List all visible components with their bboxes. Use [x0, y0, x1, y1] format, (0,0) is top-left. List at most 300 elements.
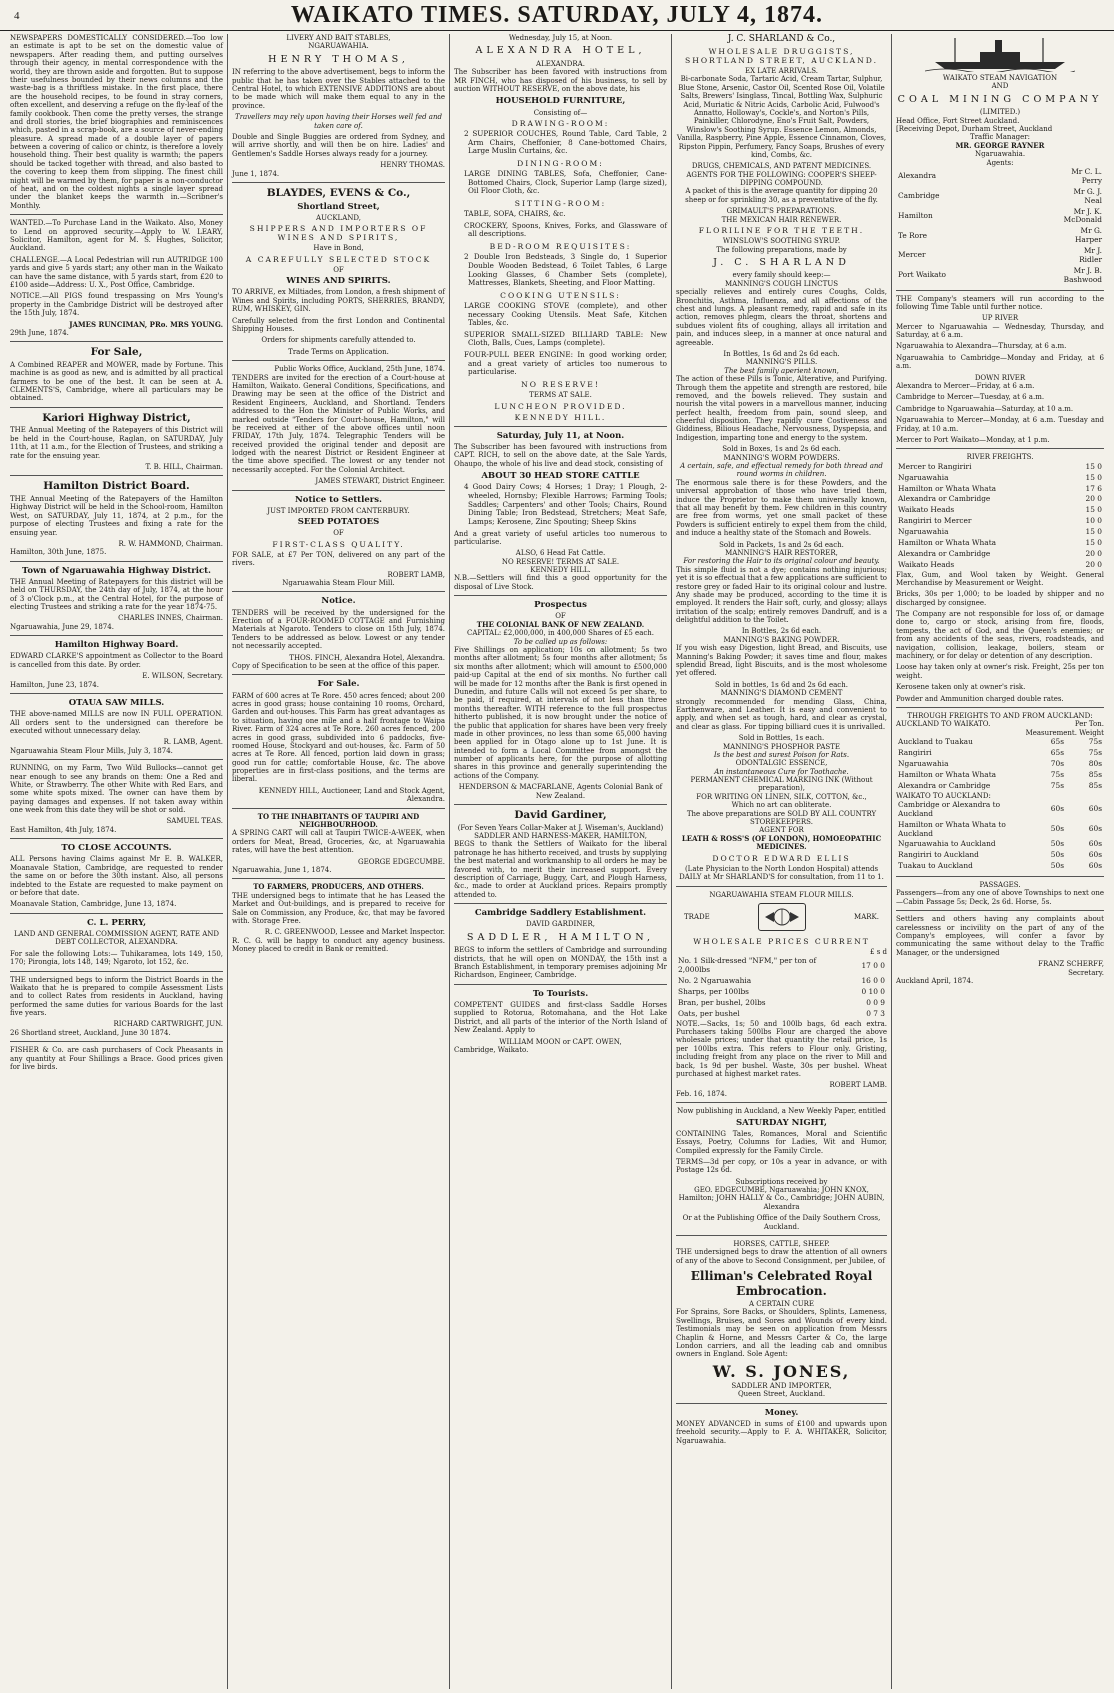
price-row	[676, 956, 887, 976]
through-per-ton: Per Ton.	[1074, 720, 1104, 729]
fisher-ad: FISHER & Co. are cash purchasers of Cock Pheasants in any quantity at Four Shillings a Brace. Good prices given for live birds.	[10, 1046, 223, 1072]
sharland-spaced: J. C. SHARLAND	[713, 256, 850, 268]
odontalgic-sub: An instantaneous Cure for Toothache.	[714, 767, 849, 776]
blaydes-city: AUCKLAND,	[316, 213, 361, 222]
ngaruawahia-district-body: THE Annual Meeting of Ratepayers for this district will be held on THURSDAY, the 24th day of July, 1874, at the hour of 3 o'Clock p.m., at the Central Hotel, for the purpose of electing Trustees and striking a rate for the year 1874-75.	[10, 577, 223, 612]
through-row-route: Alexandra or Cambridge	[898, 780, 991, 790]
price-row-item: No. 2 Ngaruawahia	[678, 976, 752, 986]
trade-mark-row	[676, 899, 887, 935]
hamilton-board-body: THE Annual Meeting of the Ratepayers of the Hamilton Highway District will be held in the School-room, Hamilton West, on SATURDAY, July 11, 1874, at 2 p.m., for the purpose of electing Trustees and fixing a rate for the ensuing year.	[10, 494, 223, 537]
nb-settlers: N.B.—Settlers will find this a good opportunity for the disposal of Live Stock.	[454, 574, 667, 591]
through-row-m: 75s	[1050, 780, 1064, 790]
prospectus-sign: HENDERSON & MACFARLANE, Agents Colonial Bank of New Zealand.	[458, 783, 663, 800]
freight-row-val: 15 0	[1085, 527, 1102, 537]
kariori-sign: T. B. HILL, Chairman.	[145, 462, 223, 471]
hair-body: This simple fluid is not a dye; contains nothing injurious; yet it is so effectual that a few applications are sufficient to restore grey or faded Hair to its original colour and lustre. Any shade may be produced, according to the time it is employed. It renders the Hair soft, curly, and glossy; allays irritation of the scalp; entirely removes Dandruff, and is a delightful addition to the Toilet.	[676, 565, 887, 625]
passages-heading: PASSAGES.	[979, 881, 1021, 890]
freight-row-val: 15 0	[1085, 537, 1102, 547]
cough-linctus: MANNING'S COUGH LINCTUS	[724, 279, 839, 288]
price-row-price: 16 0 0	[861, 976, 885, 986]
agent-row-name: Mr G. Harper	[1074, 226, 1102, 245]
cartwright-body: THE undersigned begs to inform the District Boards in the Waikato that he is prepared to compile Assessment Lists and to collect Rates from residents in Auckland, having performed the same duties for various Boards for the last five years.	[10, 975, 223, 1018]
prices-date: Feb. 16, 1874.	[676, 1089, 727, 1098]
blaydes-shippers: SHIPPERS AND IMPORTERS OF WINES AND SPIRITS,	[249, 224, 428, 243]
agent-row	[896, 207, 1104, 227]
through-row	[896, 839, 1104, 850]
agent-row-name: Mr J. Ridler	[1079, 246, 1102, 264]
liability-note: The Company are not responsible for loss of, or damage done to, cargo or stock, arising from fire, floods, tempests, the act of God, and the Queen's enemies; or from any accidents of the seas, rivers, roadsteads, and navigation, collision, leakage, boilers, steam or machinery, or for delay or detention of any description.	[896, 610, 1104, 661]
cough-price: In Bottles, 1s 6d and 2s 6d each.	[723, 349, 840, 358]
kariori-body: THE Annual Meeting of the Ratepayers of this District will be held in the Court-house, Raglan, on SATURDAY, July 11th, at 11 a.m., for the Election of Trustees, and striking a rate for the ensuing year.	[10, 426, 223, 460]
jones-trade: SADDLER AND IMPORTER,	[731, 1381, 832, 1390]
cooking-items: LARGE COOKING STOVE (complete), and other necessary Cooking Utensils. Meat Safe, Kitchen Tables, &c.	[464, 300, 667, 328]
cement-body: strongly recommended for mending Glass, China, Earthenware, and Leather. It is easy and convenient to apply, and when set as tough, hard, and clear as crystal, and clear as glass. For tipping billiard cues it is unrivalled.	[676, 697, 887, 731]
prices-columns: £ s d	[870, 948, 887, 956]
store-cattle: ABOUT 30 HEAD STORE CATTLE	[481, 471, 640, 482]
cattle-items: 4 Good Dairy Cows; 4 Horses; 1 Dray; 1 Plough, 2-wheeled, Hornsby; Flexible Harrows; Farming Tools; Saddles; Carpenters' and other Tools; Chairs, Round Dining Table; Iron Bedstead, Stretchers; Meat Safe, Lamps; Kerosene, Zinc Spouting; Sheep Skins	[464, 482, 667, 526]
close-accounts-date: Moanavale Station, Cambridge, June 13, 1874.	[10, 900, 177, 909]
prospectus-called: To be called up as follows:	[513, 637, 608, 646]
prospectus-bank: THE COLONIAL BANK OF NEW ZEALAND.	[476, 619, 645, 629]
winslow: WINSLOW'S SOOTHING SYRUP.	[722, 237, 841, 246]
through-row-w: 60s	[1088, 850, 1102, 860]
tourists-heading: To Tourists.	[532, 988, 589, 999]
prices-note: NOTE.—Sacks, 1s; 50 and 100lb bags, 6d each extra. Purchasers taking 500lbs Flour are charged the above wholesale prices; under that quantity the retail price, 1s per 100lbs extra. This refers to Flour only. Gristing, including freight from any place on the river to Mill and back, 1s 9d per bushel. Waste, 30s per bushel. Wheat purchased at highest market rates.	[676, 1019, 887, 1078]
column-4	[672, 34, 892, 1689]
through-row	[896, 759, 1104, 770]
hotel-furniture: HOUSEHOLD FURNITURE,	[495, 96, 626, 107]
drugs-heading: DRUGS, CHEMICALS, AND PATENT MEDICINES.	[691, 162, 872, 171]
prices-sign: ROBERT LAMB.	[829, 1081, 887, 1090]
agents-table	[896, 167, 1104, 286]
blaydes-wines: WINES AND SPIRITS.	[286, 276, 391, 287]
ink-sub: Which no art can obliterate.	[731, 801, 832, 810]
beer-engine-items: FOUR-PULL BEER ENGINE: In good working order, and a great variety of articles too numerous to particularise.	[464, 350, 667, 377]
traffic-manager-name: MR. GEORGE RAYNER	[955, 140, 1045, 150]
freight-row-route: Alexandra or Cambridge	[898, 548, 991, 558]
ellimans-body: For Sprains, Sore Backs, or Shoulders, Splints, Lameness, Swellings, Bruises, and Sores and Wounds of every kind. Testimonials may be seen on application from Messrs Chaplin & Horne, and Messrs Carter & Co, the large London carriers, and all the leading cab and omnibus owners in England. Sole Agent:	[676, 1308, 887, 1359]
perry-name: C. L. PERRY,	[86, 917, 147, 928]
agents-title: Agents:	[986, 158, 1014, 167]
close-accounts-heading: TO CLOSE ACCOUNTS.	[61, 843, 172, 854]
prices-table	[676, 956, 887, 1019]
settlers-import: JUST IMPORTED FROM CANTERBURY.	[267, 506, 410, 515]
agent-row	[896, 266, 1104, 286]
saturday-night-title: SATURDAY NIGHT,	[735, 1117, 828, 1128]
freight-row	[896, 494, 1104, 505]
otaua-date: Ngaruawahia Steam Flour Mills, July 3, 1874.	[10, 746, 173, 755]
phosphor-heading: MANNING'S PHOSPHOR PASTE	[723, 742, 840, 751]
now-publishing: Now publishing in Auckland, a New Weekly Paper, entitled	[677, 1107, 886, 1116]
through-row	[896, 781, 1104, 792]
baking-heading: MANNING'S BAKING POWDER.	[723, 635, 840, 644]
blaydes-arrive: TO ARRIVE, ex Miltiades, from London, a fresh shipment of Wines and Spirits, including PORTS, SHERRIES, BRANDY, RUM, WHISKEY, GIN.	[232, 288, 445, 314]
floriline: FLORILINE FOR THE TEETH.	[698, 226, 865, 236]
passages-body: Passengers—from any one of above Townships to next one—Cabin Passage 5s; Deck, 2s 6d. Horse, 5s.	[896, 889, 1104, 906]
up-river-heading: UP RIVER	[981, 314, 1019, 323]
notice-pigs-ad: NOTICE.—All PIGS found trespassing on Mrs Young's property in the Cambridge District will be destroyed after the 15th July, 1874.	[10, 292, 223, 318]
tourists-sign: WILLIAM MOON or CAPT. OWEN,	[499, 1037, 622, 1046]
river-freights-heading: RIVER FREIGHTS.	[966, 453, 1034, 462]
worm-price: Sold in Packets, 1s and 2s 6d each.	[719, 540, 844, 549]
agent-row-place: Cambridge	[898, 191, 940, 201]
coal-mining-heading: COAL MINING COMPANY	[897, 93, 1103, 105]
perry-body: LAND AND GENERAL COMMISSION AGENT, RATE AND DEBT COLLECTOR, ALEXANDRA.	[13, 929, 220, 947]
price-row-item: Oats, per bushel	[678, 1008, 740, 1018]
doctor-ellis: DOCTOR EDWARD ELLIS	[712, 853, 851, 863]
through-row-m: 50s	[1050, 850, 1064, 860]
price-row-price: 0 0 9	[866, 997, 885, 1007]
blaydes-heading: BLAYDES, EVENS & Co.,	[266, 186, 411, 199]
blaydes-orders: Orders for shipments carefully attended to.	[261, 336, 416, 345]
highway-board-heading: Hamilton Highway Board.	[54, 640, 179, 651]
arrivals-body: Bi-carbonate Soda, Tartaric Acid, Cream Tartar, Sulphur, Blue Stone, Arsenic, Castor Oil, Scented Rose Oil, Volatile Salts, Brewers' Isinglass, Tincal, Bottling Wax, Sulphuric Acid, Muriatic & Nitric Acids, Carbolic Acid, Fulwood's Annatto, Holloway's, Cockle's, and Norton's Pills, Painkiller, Chlorodyne, Eno's Fruit Salt, Powders, Winslow's Soothing Syrup. Essence Lemon, Almonds, Vanilla, Raspberry, Pine Apple, Essence Cinnamon, Cloves, Ripston Pippin, Perfumery, Fancy Soaps, Brushes of every kind, Combs, &c.	[676, 75, 887, 159]
thomas-italic: Travellers may rely upon having their Horses well fed and taken care of.	[235, 113, 442, 130]
through-row	[896, 820, 1104, 840]
pills-heading: MANNING'S PILLS.	[745, 358, 818, 367]
otaua-sign: R. LAMB, Agent.	[163, 738, 223, 747]
steamer-illustration-icon	[925, 36, 1075, 72]
trade-label: TRADE	[684, 912, 710, 921]
freight-row-route: Hamilton or Whata Whata	[898, 537, 997, 547]
kariori-heading: Kariori Highway District,	[42, 411, 191, 424]
taupiri-sign: GEORGE EDGECUMBE.	[358, 857, 445, 866]
tourists-place: Cambridge, Waikato.	[454, 1045, 529, 1054]
leath-ross: LEATH & ROSS'S (OF LONDON), HOMOEOPATHIC MEDICINES.	[681, 833, 882, 852]
baking-price: Sold in bottles, 1s 6d and 2s 6d each.	[715, 680, 848, 689]
terms-at-sale: TERMS AT SALE.	[529, 391, 592, 400]
page-number: 4	[14, 10, 21, 22]
through-row-route: Rangiriri to Auckland	[898, 850, 979, 860]
freight-row-route: Hamilton or Whata Whata	[898, 483, 997, 493]
notice-pigs-date: 29th June, 1874.	[10, 328, 69, 337]
through-row-route: Rangiriri	[898, 748, 932, 758]
and-label: AND	[991, 82, 1009, 91]
price-row	[676, 998, 887, 1009]
subscriptions-heading: Subscriptions received by	[735, 1177, 828, 1186]
pills-price: Sold in Boxes, 1s and 2s 6d each.	[722, 445, 841, 454]
agent-row-name: Mr J. B. Bashwood	[1063, 265, 1103, 284]
freight-row	[896, 538, 1104, 549]
price-row	[676, 987, 887, 998]
freight-row	[896, 516, 1104, 527]
sold-by: The above preparations are SOLD BY ALL COUNTRY STOREKEEPERS.	[686, 809, 877, 827]
luncheon-provided: LUNCHEON PROVIDED.	[494, 401, 627, 411]
blaydes-stock: A CAREFULLY SELECTED STOCK	[245, 254, 432, 264]
for-sale-body: A Combined REAPER and MOWER, made by Fortune. This machine is as good as new, and is admitted by all practical farmers to be one of the best. It can be seen at A. CLEMENTS'S, Cambridge, where all particulars may be obtained.	[10, 360, 223, 403]
highway-board-date: Hamilton, June 23, 1874.	[10, 680, 99, 689]
bedroom-heading: BED-ROOM REQUISITES:	[489, 242, 632, 252]
gardiner-sub: (For Seven Years Collar-Maker at J. Wiseman's, Auckland)	[457, 823, 664, 832]
masthead	[0, 0, 1114, 31]
jones-address: Queen Street, Auckland.	[737, 1390, 826, 1399]
settlers-body: FOR SALE, at £7 Per TON, delivered on any part of the rivers.	[232, 550, 445, 568]
for-sale-2-body: FARM of 600 acres at Te Rore. 450 acres fenced; about 200 acres in good grass; house containing 10 rooms, Orchard, Garden and out-houses. This Farm has great advantages as to situation, having one mile and a half frontage to Waipa River. Farm of 324 acres at Te Rore. 260 acres fenced, 200 acres in good grass, subdivided into 6 paddocks, five-roomed House, Stockyard and out-houses, &c. Farm of 50 acres at Te Rore. All fenced, portion laid down in grass; good run for cattle; comfortable House, &c. The above properties are in first-class positions, and the terms are liberal.	[232, 691, 445, 784]
running-sign: SAMUEL TEAS.	[166, 817, 223, 826]
notice-body: TENDERS will be received by the undersigned for the Erection of a FOUR-ROOMED COTTAGE and Furnishing Materials at Ngaroto. Tenders to close on 15th July, 1874. Tenders to be addressed as below. Lowest or any tender not necessarily accepted.	[232, 608, 445, 651]
through-row-w: 85s	[1088, 769, 1102, 779]
mill-trade-mark-icon	[758, 903, 806, 931]
agent-row-place: Alexandra	[898, 171, 937, 181]
river-freights-table	[896, 462, 1104, 571]
down-river-route: Mercer to Port Waikato—Monday, at 1 p.m.	[896, 435, 1050, 444]
traffic-manager-title: Traffic Manager:	[970, 133, 1030, 142]
cambridge-saddlery-spaced: SADDLER, HAMILTON,	[466, 931, 655, 943]
freight-row	[896, 527, 1104, 538]
ngaruawahia-district-sign: CHARLES INNES, Chairman.	[118, 614, 223, 623]
agent-row	[896, 226, 1104, 246]
through-row-m: 50s	[1050, 839, 1064, 849]
through-row	[896, 861, 1104, 872]
otaua-body: THE above-named MILLS are now IN FULL OPERATION. All orders sent to the undersigned can therefore be executed without unnecessary delay.	[10, 710, 223, 735]
through-row-w: 75s	[1088, 737, 1102, 747]
down-river-route: Alexandra to Mercer—Friday, at 6 a.m.	[896, 382, 1035, 391]
farmers-foot: R. C. G. will be happy to conduct any agency business. Money placed to credit in Bank or remitted.	[232, 936, 445, 954]
through-row-m: 70s	[1050, 758, 1064, 768]
public-works-body: TENDERS are invited for the erection of a Court-house at Hamilton, Waikato. General Conditions, Specifications, and Drawing may be seen at the office of the District and Resident Engineers, Auckland, and Shortland. Tenders addressed to the Hon the Minister of Public Works, and marked outside "Tenders for Court-house, Hamilton," will be received at either of the above offices until noon FRIDAY, 17th July, 1874. Telegraphic Tenders will be received provided the original tender and deposit are lodged with the nearest District or Resident Engineer at the time above specified. The lowest or any tender not necessarily accepted. For the Colonial Architect.	[232, 373, 445, 474]
cartwright-sign: RICHARD CARTWRIGHT, JUN.	[113, 1020, 223, 1029]
freight-row-route: Rangiriri to Mercer	[898, 516, 972, 526]
through-row-w: 75s	[1088, 748, 1102, 758]
taupiri-date: Ngaruawahia, June 1, 1874.	[232, 866, 332, 874]
kerosene-note: Kerosene taken only at owner's risk.	[896, 683, 1026, 692]
through-row-route: Hamilton or Whata Whata	[898, 769, 997, 779]
blaydes-of: OF	[333, 265, 344, 274]
agent-row	[896, 187, 1104, 207]
waikato-nav-heading: WAIKATO STEAM NAVIGATION	[942, 74, 1058, 82]
cambridge-saddlery-name: DAVID GARDINER,	[525, 920, 595, 929]
bricks-note: Bricks, 30s per 1,000; to be loaded by shipper and no discharged by consignee.	[896, 590, 1104, 607]
subscriptions-or: Or at the Publishing Office of the Daily Southern Cross, Auckland.	[682, 1214, 881, 1231]
doctor-ellis-body: (Late Physician to the North London Hospital) attends DAILY at Mr SHARLAND'S for consultation, from 11 to 1.	[679, 864, 884, 882]
up-river-route: Ngaruawahia to Alexandra—Thursday, at 6 a.m.	[896, 342, 1067, 351]
public-works-sign: JAMES STEWART, District Engineer.	[315, 477, 445, 486]
otaua-heading: OTAUA SAW MILLS.	[68, 697, 165, 708]
through-row-m: 65s	[1050, 748, 1064, 758]
through-row	[896, 748, 1104, 759]
thomas-date: June 1, 1874.	[232, 169, 280, 178]
hair-heading: MANNING'S HAIR RESTORER,	[725, 548, 838, 557]
agent-row	[896, 167, 1104, 187]
through-row-w: 85s	[1088, 780, 1102, 790]
through-freights-table-2	[896, 800, 1104, 872]
through-row-m: 65s	[1050, 737, 1064, 747]
gardiner-body: BEGS to thank the Settlers of Waikato for the liberal patronage he has hitherto received, and trusts by supplying the best material and workmanship to all orders he may be favored with, to merit their increased support. Every description of Carriage, Buggy, Cart, and Plough Harness, &c., made to order at Auckland prices. Repairs promptly attended to.	[454, 840, 667, 899]
price-row-price: 17 0 0	[861, 960, 885, 970]
highway-board-body: EDWARD CLARKE'S appointment as Collector to the Board is cancelled from this date. By order.	[10, 652, 223, 669]
ink-for: FOR WRITING ON LINEN, SILK, COTTON, &c.,	[696, 792, 867, 801]
agent-row-place: Mercer	[898, 250, 926, 260]
loose-hay-note: Loose hay taken only at owner's risk. Freight, 25s per ton weight.	[896, 663, 1104, 680]
prices-heading: WHOLESALE PRICES CURRENT	[693, 936, 870, 946]
running-date: East Hamilton, 4th July, 1874.	[10, 825, 117, 834]
through-row-w: 60s	[1088, 804, 1102, 814]
freight-row-val: 15 0	[1085, 505, 1102, 515]
receiving-depot: [Receiving Depot, Durham Street, Auckland	[896, 125, 1053, 134]
column-1	[6, 34, 228, 1689]
page-columns	[6, 34, 1108, 1689]
down-river-heading: DOWN RIVER	[974, 373, 1026, 382]
through-row-route: Cambridge or Alexandra to Auckland	[898, 799, 1001, 818]
powder-note: Powder and Ammunition charged double rates.	[896, 694, 1064, 703]
flour-mills-heading: NGARUAWAHIA STEAM FLOUR MILLS.	[709, 890, 854, 899]
cambridge-saddlery-body: BEGS to inform the settlers of Cambridge and surrounding districts, that he will open on MONDAY, the 15th inst a Branch Establishment, in temporary premises adjoining Mr Richardson, Engineer, Cambridge.	[454, 946, 667, 980]
sharland-trade: WHOLESALE DRUGGISTS, SHORTLAND STREET, AUCKLAND.	[685, 46, 878, 65]
freight-row-route: Ngaruawahia	[898, 527, 949, 537]
through-sub: AUCKLAND TO WAIKATO.	[896, 720, 991, 729]
column-2	[228, 34, 450, 1689]
kennedy-hill: KENNEDY HILL.	[514, 412, 607, 422]
waikato-to-auckland: WAIKATO TO AUCKLAND:	[896, 791, 991, 800]
settlers-sign: ROBERT LAMB,	[387, 570, 445, 579]
farmers-body: THE undersigned begs to intimate that he has Leased the Market and Out-buildings, and is prepared to receive for Sale on Commission, any Produce, &c, that may be favored with. Storage Free.	[232, 891, 445, 925]
through-row-m: 75s	[1050, 769, 1064, 779]
freight-row-route: Ngaruawahia	[898, 472, 949, 482]
down-river-route: Ngaruawahia to Mercer—Monday, at 6 a.m. Tuesday and Friday, at 10 a.m.	[896, 416, 1104, 433]
dining-room-heading: DINING-ROOM:	[517, 159, 604, 169]
gardiner-heading: David Gardiner,	[514, 809, 607, 822]
thomas-name: HENRY THOMAS,	[268, 53, 409, 65]
agent-row	[896, 246, 1104, 266]
hotel-date-line: Wednesday, July 15, at Noon.	[508, 34, 613, 42]
price-row	[676, 976, 887, 987]
hamilton-board-heading: Hamilton District Board.	[43, 480, 190, 493]
agent-row-place: Te Rore	[898, 230, 927, 240]
freight-row	[896, 549, 1104, 560]
billiard-items: SUPERIOR SMALL-SIZED BILLIARD TABLE: New Cloth, Balls, Cues, Lamps (complete).	[464, 329, 667, 348]
ink-heading: PERMANENT CHEMICAL MARKING INK (Without preparation),	[690, 776, 873, 793]
notice-heading: Notice.	[321, 596, 356, 607]
freight-row-route: Waikato Heads	[898, 505, 955, 515]
cattle-more: And a great variety of useful articles too numerous to particularise.	[454, 529, 667, 546]
through-row-m: 60s	[1050, 804, 1064, 814]
up-river-route: Mercer to Ngaruawahia — Wednesday, Thursday, and Saturday, at 6 a.m.	[896, 322, 1104, 340]
money-heading: Money.	[764, 1407, 799, 1418]
pills-sub: The best family aperient known,	[724, 366, 839, 375]
highway-board-sign: E. WILSON, Secretary.	[142, 672, 223, 681]
freight-row-val: 17 6	[1085, 483, 1102, 493]
through-row	[896, 800, 1104, 820]
saturday-night-body: CONTAINING Tales, Romances, Moral and Scientific Essays, Poetry, Columns for Ladies, Wit and Humor, Compiled expressly for the Family Circle.	[676, 1129, 887, 1155]
freight-row-val: 20 0	[1085, 494, 1102, 504]
through-measurement-weight: Measurement. Weight	[1025, 728, 1104, 737]
following-text: The following preparations, made by	[716, 245, 847, 254]
through-row-route: Ngaruawahia to Auckland	[898, 839, 996, 849]
freight-row-val: 10 0	[1085, 516, 1102, 526]
dining-room-items: LARGE DINING TABLES, Sofa, Cheffonier, Cane-Bottomed Chairs, Clock, Superior Lamp (large sized), Oil Floor Cloth, &c.	[464, 169, 667, 196]
settlers-of: OF	[333, 529, 344, 538]
settlers-quality: FIRST-CLASS QUALITY.	[272, 539, 405, 549]
through-row	[896, 737, 1104, 748]
livery-heading: LIVERY AND BAIT STABLES,	[286, 34, 391, 42]
through-row-route: Tuakau to Auckland	[898, 861, 973, 871]
jones-name: W. S. JONES,	[712, 1361, 851, 1381]
notice-copy: Copy of Specification to be seen at the office of this paper.	[232, 662, 440, 670]
cooking-heading: COOKING UTENSILS:	[500, 290, 621, 300]
hotel-place: ALEXANDRA.	[536, 59, 585, 68]
agents-heading: AGENTS FOR THE FOLLOWING: COOPER'S SHEEP-DIPPING COMPOUND.	[686, 170, 877, 188]
leath-agent: AGENT FOR	[759, 826, 804, 835]
agent-row-place: Hamilton	[898, 210, 933, 220]
taupiri-body: A SPRING CART will call at Taupiri TWICE-A-WEEK, when orders for Meat, Bread, Groceries, &c, at Ngaruawahia rates, will have the best attention.	[232, 829, 445, 855]
hamilton-board-sign: R. W. HAMMOND, Chairman.	[118, 539, 223, 548]
agent-row-name: Mr J. K. McDonald	[1063, 206, 1102, 225]
blaydes-terms: Trade Terms on Application.	[288, 347, 389, 356]
agent-row-place: Port Waikato	[898, 270, 947, 280]
gardiner-trade: SADDLER AND HARNESS-MAKER, HAMILTON,	[474, 832, 647, 840]
taupiri-heading: TO THE INHABITANTS OF TAUPIRI AND NEIGHBOURHOOD.	[257, 811, 420, 830]
through-sub-row	[896, 720, 1104, 728]
prospectus-body: Five Shillings on application; 10s on allotment; 5s two months after allotment; 5s four months after allotment; 5s six months after allotment; which will amount to £500,000 paid-up Capital at the end of six months. No further call will be made for 12 months after the Bank is first opened in Dunedin, and future Calls will not exceed 5s per share, to be paid, if required, at intervals of not less than three months thereafter. WITH reference to the full prospectus hitherto published, it is now brought under the notice of the public that application for shares have been very freely made in other provinces, no less than some 65,000 having been applied for in Otago alone up to 1st June. It is intended to form a Local Committee from amongst the number of applicants here, for the purpose of allotting shares in this province and generally superintending the actions of the Company.	[454, 645, 667, 780]
worm-heading: MANNING'S WORM POWDERS.	[723, 453, 840, 462]
money-body: MONEY ADVANCED in sums of £100 and upwards upon freehold security.—Apply to F. A. WHITAKER, Solicitor, Ngaruawahia.	[676, 1419, 887, 1445]
saturday-sale-body: The Subscriber has been favoured with instructions from CAPT. RICH, to sell on the above date, at the Sale Yards, Ohaupo, the whole of his live and dead stock, consisting of	[454, 442, 667, 468]
through-row-w: 60s	[1088, 824, 1102, 834]
down-river-route: Cambridge to Mercer—Tuesday, at 6 a.m.	[896, 393, 1045, 402]
steamers-notice: THE Company's steamers will run according to the following Time Table until further notice.	[896, 294, 1104, 311]
no-reserve-2: NO RESERVE! TERMS AT SALE.	[501, 557, 620, 566]
through-row	[896, 850, 1104, 861]
drawing-room-items: 2 SUPERIOR COUCHES, Round Table, Card Table, 2 Arm Chairs, Cheffonier, 8 Cane-bottomed Chairs, Large Muslin Curtains, &c.	[464, 129, 667, 156]
blaydes-careful: Carefully selected from the first London and Continental Shipping Houses.	[232, 316, 445, 333]
ellimans-title: Elliman's Celebrated Royal Embrocation.	[690, 1269, 873, 1298]
also-fat-cattle: ALSO, 6 Head Fat Cattle.	[515, 549, 606, 558]
down-river-route: Cambridge to Ngaruawahia—Saturday, at 10 a.m.	[896, 404, 1074, 413]
through-row-m: 50s	[1050, 861, 1064, 871]
limited-label: (LIMITED.)	[979, 108, 1021, 117]
bedroom-items: 2 Double Iron Bedsteads, 3 Single do, 1 Superior Double Wooden Bedstead, 6 Toilet Tables, 6 Large Looking Glasses, 6 Chamber Sets (complete), Mattresses, Blankets, Sheeting, and Floor Matting.	[464, 252, 667, 288]
newspapers-article: NEWSPAPERS DOMESTICALLY CONSIDERED.—Too low an estimate is apt to be set on the domestic value of newspapers. After reading them, and putting ourselves through their agency, in mental correspondence with the world, they are thrown aside and forgotten. But to suppose their usefulness bounded by their news columns and the waste-bag is a thriftless mistake. In the first place, there are the household recipes, to be found in stray corners, often excellent, and deserving a refuge on the fly-leaf of the family cookbook. Then come the pretty verses, the strange and droll stories, the brief biographies and reminiscences which, pasted in a scrap-book, are a source of never-ending pleasure. A spread made of a double layer of papers between a covering of calico or chintz, is therefore a lovely household thing. Their best quality is warmth; the papers should be tacked together with thread, and also basted to the covering to keep them from slipping. The finest chill night will be warmed by them, for paper is a non-conductor of heat, and on the coldest nights a single layer spread under the blanket keeps the warmth in.—Scribner's Monthly.	[10, 34, 223, 210]
secretary-label: Secretary.	[1068, 968, 1104, 977]
blaydes-have: Have in Bond,	[313, 244, 364, 253]
cement-price: Sold in Bottles, 1s each.	[738, 734, 825, 743]
scherff-name: FRANZ SCHERFF,	[1038, 960, 1104, 969]
through-row-route: Auckland to Tuakau	[898, 737, 973, 747]
agent-row-name: Mr C. L. Perry	[1071, 167, 1102, 185]
prospectus-of: OF	[555, 612, 566, 621]
drawing-room-heading: DRAWING-ROOM:	[511, 119, 610, 129]
close-accounts-body: ALL Persons having Claims against Mr E. B. WALKER, Moanavale Station, Cambridge, are requested to render the same on or before the 30th instant. Also, all persons indebted to the Estate are requested to make payment on or before that date.	[10, 855, 223, 897]
hotel-name: ALEXANDRA HOTEL,	[475, 45, 646, 57]
through-row	[896, 770, 1104, 781]
price-row-price: 0 7 3	[866, 1008, 885, 1018]
tourists-body: COMPETENT GUIDES and first-class Saddle Horses supplied to Rotorua, Rotomahana, and the Hot Lake District, and all parts of the interior of the North Island of New Zealand. Apply to	[454, 1000, 667, 1035]
up-river-list	[896, 323, 1104, 371]
pills-body: The action of these Pills is Tonic, Alterative, and Purifying. Through them the appetite and strength are restored, bile removed, and the bowels relieved. They sustain and nourish the vital powers in a marvellous manner, inducing perfect health, freedom from pain, sound sleep, and cheerful disposition. They rapidly cure Costiveness and Giddiness, Bilious Headache, Nervousness, Dyspepsia, and Indigestion, imparting tone and energy to the system.	[676, 375, 887, 442]
agent-row-name: Mr G. J. Neal	[1073, 186, 1102, 205]
farmers-sign: R. C. GREENWOOD, Lessee and Market Inspector.	[264, 928, 445, 937]
horses-heading: HORSES, CATTLE, SHEEP.	[733, 1240, 830, 1249]
through-freights-heading: THROUGH FREIGHTS TO AND FROM AUCKLAND:	[907, 711, 1093, 720]
sharland-heading: J. C. SHARLAND & Co.,	[727, 34, 836, 44]
ellimans-sub: A CERTAIN CURE	[749, 1299, 814, 1308]
wanted-ad: WANTED.—To Purchase Land in the Waikato. Also, Money to Lend on approved security.—Apply to W. LEARY, Solicitor, Hamilton, agent for M. S. Hughes, Solicitor, Auckland.	[10, 219, 223, 253]
complaints-note: Settlers and others having any complaints about carelessness or incivility on the part of any of the Company's employees, will confer a favor by communicating the same without delay to the Traffic Manager, or the undersigned	[896, 915, 1104, 957]
hair-sub: For restoring the Hair to its original colour and beauty.	[683, 557, 880, 566]
perry-lots: For sale the following Lots:— Tuhikaramea, lots 149, 150, 170; Pirongia, lots 148, 149; Ngaroto, lot 152, &c.	[10, 949, 223, 967]
running-ad: RUNNING, on my Farm, Two Wild Bullocks—cannot get near enough to see any brands on them: One a Red and White, or Strawberry. The other White with Red Ears, and some white spots mixed. The owner can have them by paying damages and expenses. If not taken away within one week from this date they will be shot or sold.	[10, 764, 223, 815]
up-river-route: Ngaruawahia to Cambridge—Monday and Friday, at 6 a.m.	[896, 353, 1104, 371]
through-freights-table	[896, 737, 1104, 791]
through-row-w: 60s	[1088, 839, 1102, 849]
cement-heading: MANNING'S DIAMOND CEMENT	[720, 689, 843, 698]
column-5	[892, 34, 1108, 1689]
cough-body: specially relieves and entirely cures Coughs, Colds, Bronchitis, Asthma, Influenza, and all affections of the chest and lungs. A pleasant remedy, rapid and safe in its action, removes phlegm, clears the throat, shortens and subdues violent fits of coughing, allays all irritation and pain, and induces sleep, in a manner at once natural and agreeable.	[676, 288, 887, 347]
hamilton-board-date: Hamilton, 30th June, 1875.	[10, 548, 107, 557]
price-row-item: Bran, per bushel, 20lbs	[678, 997, 766, 1007]
freight-row-val: 15 0	[1085, 461, 1102, 471]
newspaper-title: WAIKATO TIMES. SATURDAY, JULY 4, 1874.	[290, 1, 824, 28]
